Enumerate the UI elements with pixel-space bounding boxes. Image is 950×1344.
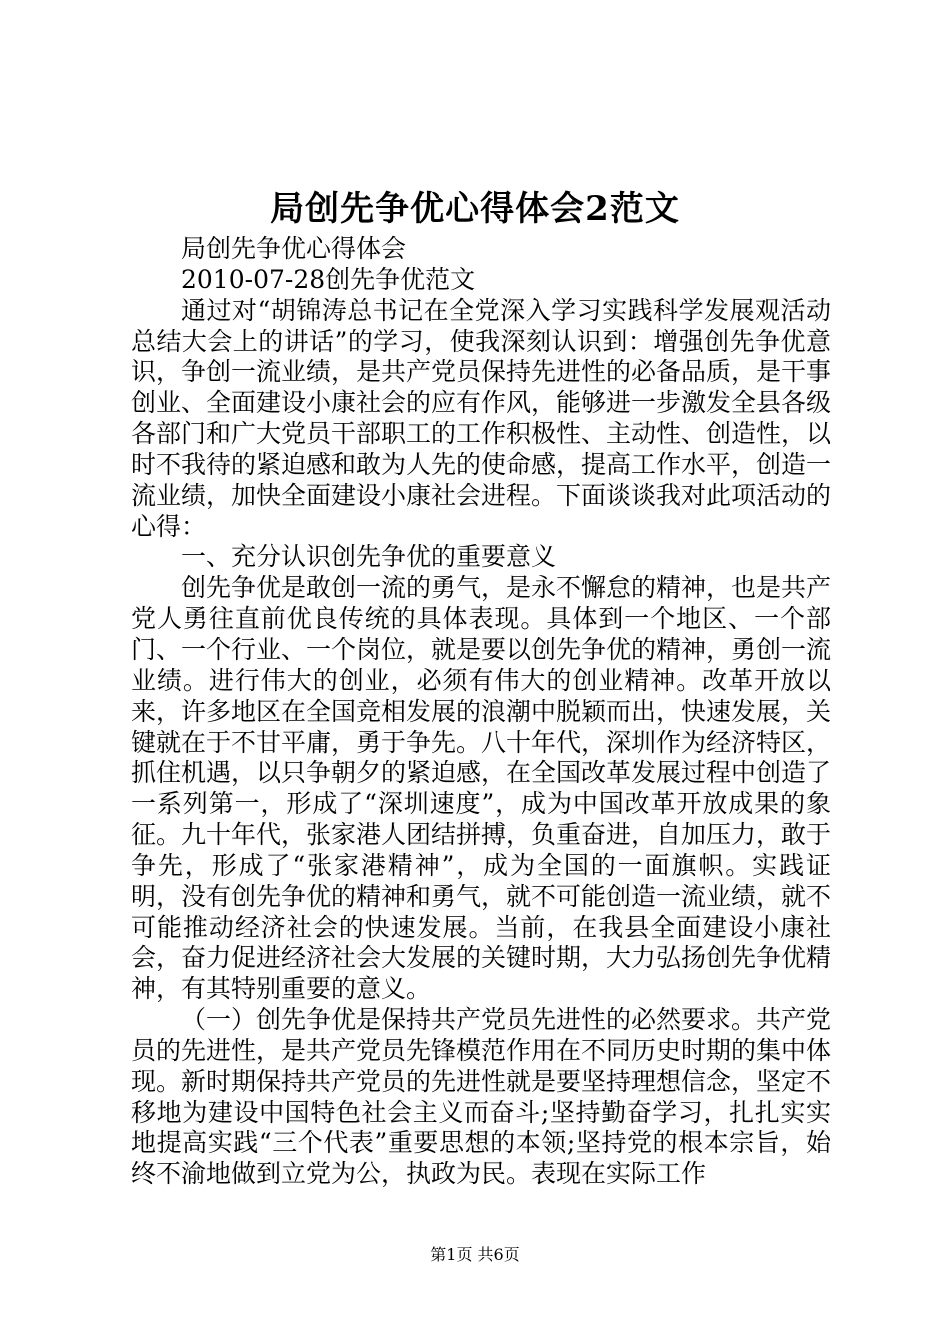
subtitle-line: 局创先争优心得体会 bbox=[181, 234, 407, 263]
document-title: 局创先争优心得体会2范文 bbox=[270, 189, 680, 229]
page-footer: 第1页 共6页 bbox=[430, 1245, 520, 1264]
paragraph-point-one: （一）创先争优是保持共产党员先进性的必然要求。共产党员的先进性，是共产党员先锋模范作用在不同历史时期的集中体现。新时期保持共产党员的先进性就是要坚持理想信念，坚定不移地为建设中国特色社会主义而奋斗;坚持勤奋学习，扎扎实实地提高实践“三个代表”重要思想的本领;坚持党的根本宗旨，始终不渝地做到立党为公，执政为民。表现在实际工作 bbox=[131, 1005, 832, 1189]
paragraph-significance: 创先争优是敢创一流的勇气，是永不懈怠的精神，也是共产党人勇往直前优良传统的具体表现。具体到一个地区、一个部门、一个行业、一个岗位，就是要以创先争优的精神，勇创一流业绩。进行伟大的创业，必须有伟大的创业精神。改革开放以来，许多地区在全国竞相发展的浪潮中脱颖而出，快速发展，关键就在于不甘平庸，勇于争先。八十年代，深圳作为经济特区，抓住机遇，以只争朝夕的紧迫感，在全国改革发展过程中创造了一系列第一，形成了“深圳速度”，成为中国改革开放成果的象征。九十年代，张家港人团结拼搏，负重奋进，自加压力，敢于争先，形成了“张家港精神”，成为全国的一面旗帜。实践证明，没有创先争优的精神和勇气，就不可能创造一流业绩，就不可能推动经济社会的快速发展。当前，在我县全面建设小康社会，奋力促进经济社会大发展的关键时期，大力弘扬创先争优精神，有其特别重要的意义。 bbox=[131, 573, 832, 1004]
paragraph-intro: 通过对“胡锦涛总书记在全党深入学习实践科学发展观活动总结大会上的讲话”的学习，使我深刻认识到：增强创先争优意识，争创一流业绩，是共产党员保持先进性的必备品质，是干事创业、全面建设小康社会的应有作风，能够进一步激发全县各级各部门和广大党员干部职工的工作积极性、主动性、创造性，以时不我待的紧迫感和敢为人先的使命感，提高工作水平，创造一流业绩，加快全面建设小康社会进程。下面谈谈我对此项活动的心得： bbox=[131, 295, 832, 541]
date-line: 2010-07-28创先争优范文 bbox=[181, 264, 476, 294]
section-heading: 一、充分认识创先争优的重要意义 bbox=[181, 542, 557, 572]
document-body bbox=[131, 234, 831, 1190]
